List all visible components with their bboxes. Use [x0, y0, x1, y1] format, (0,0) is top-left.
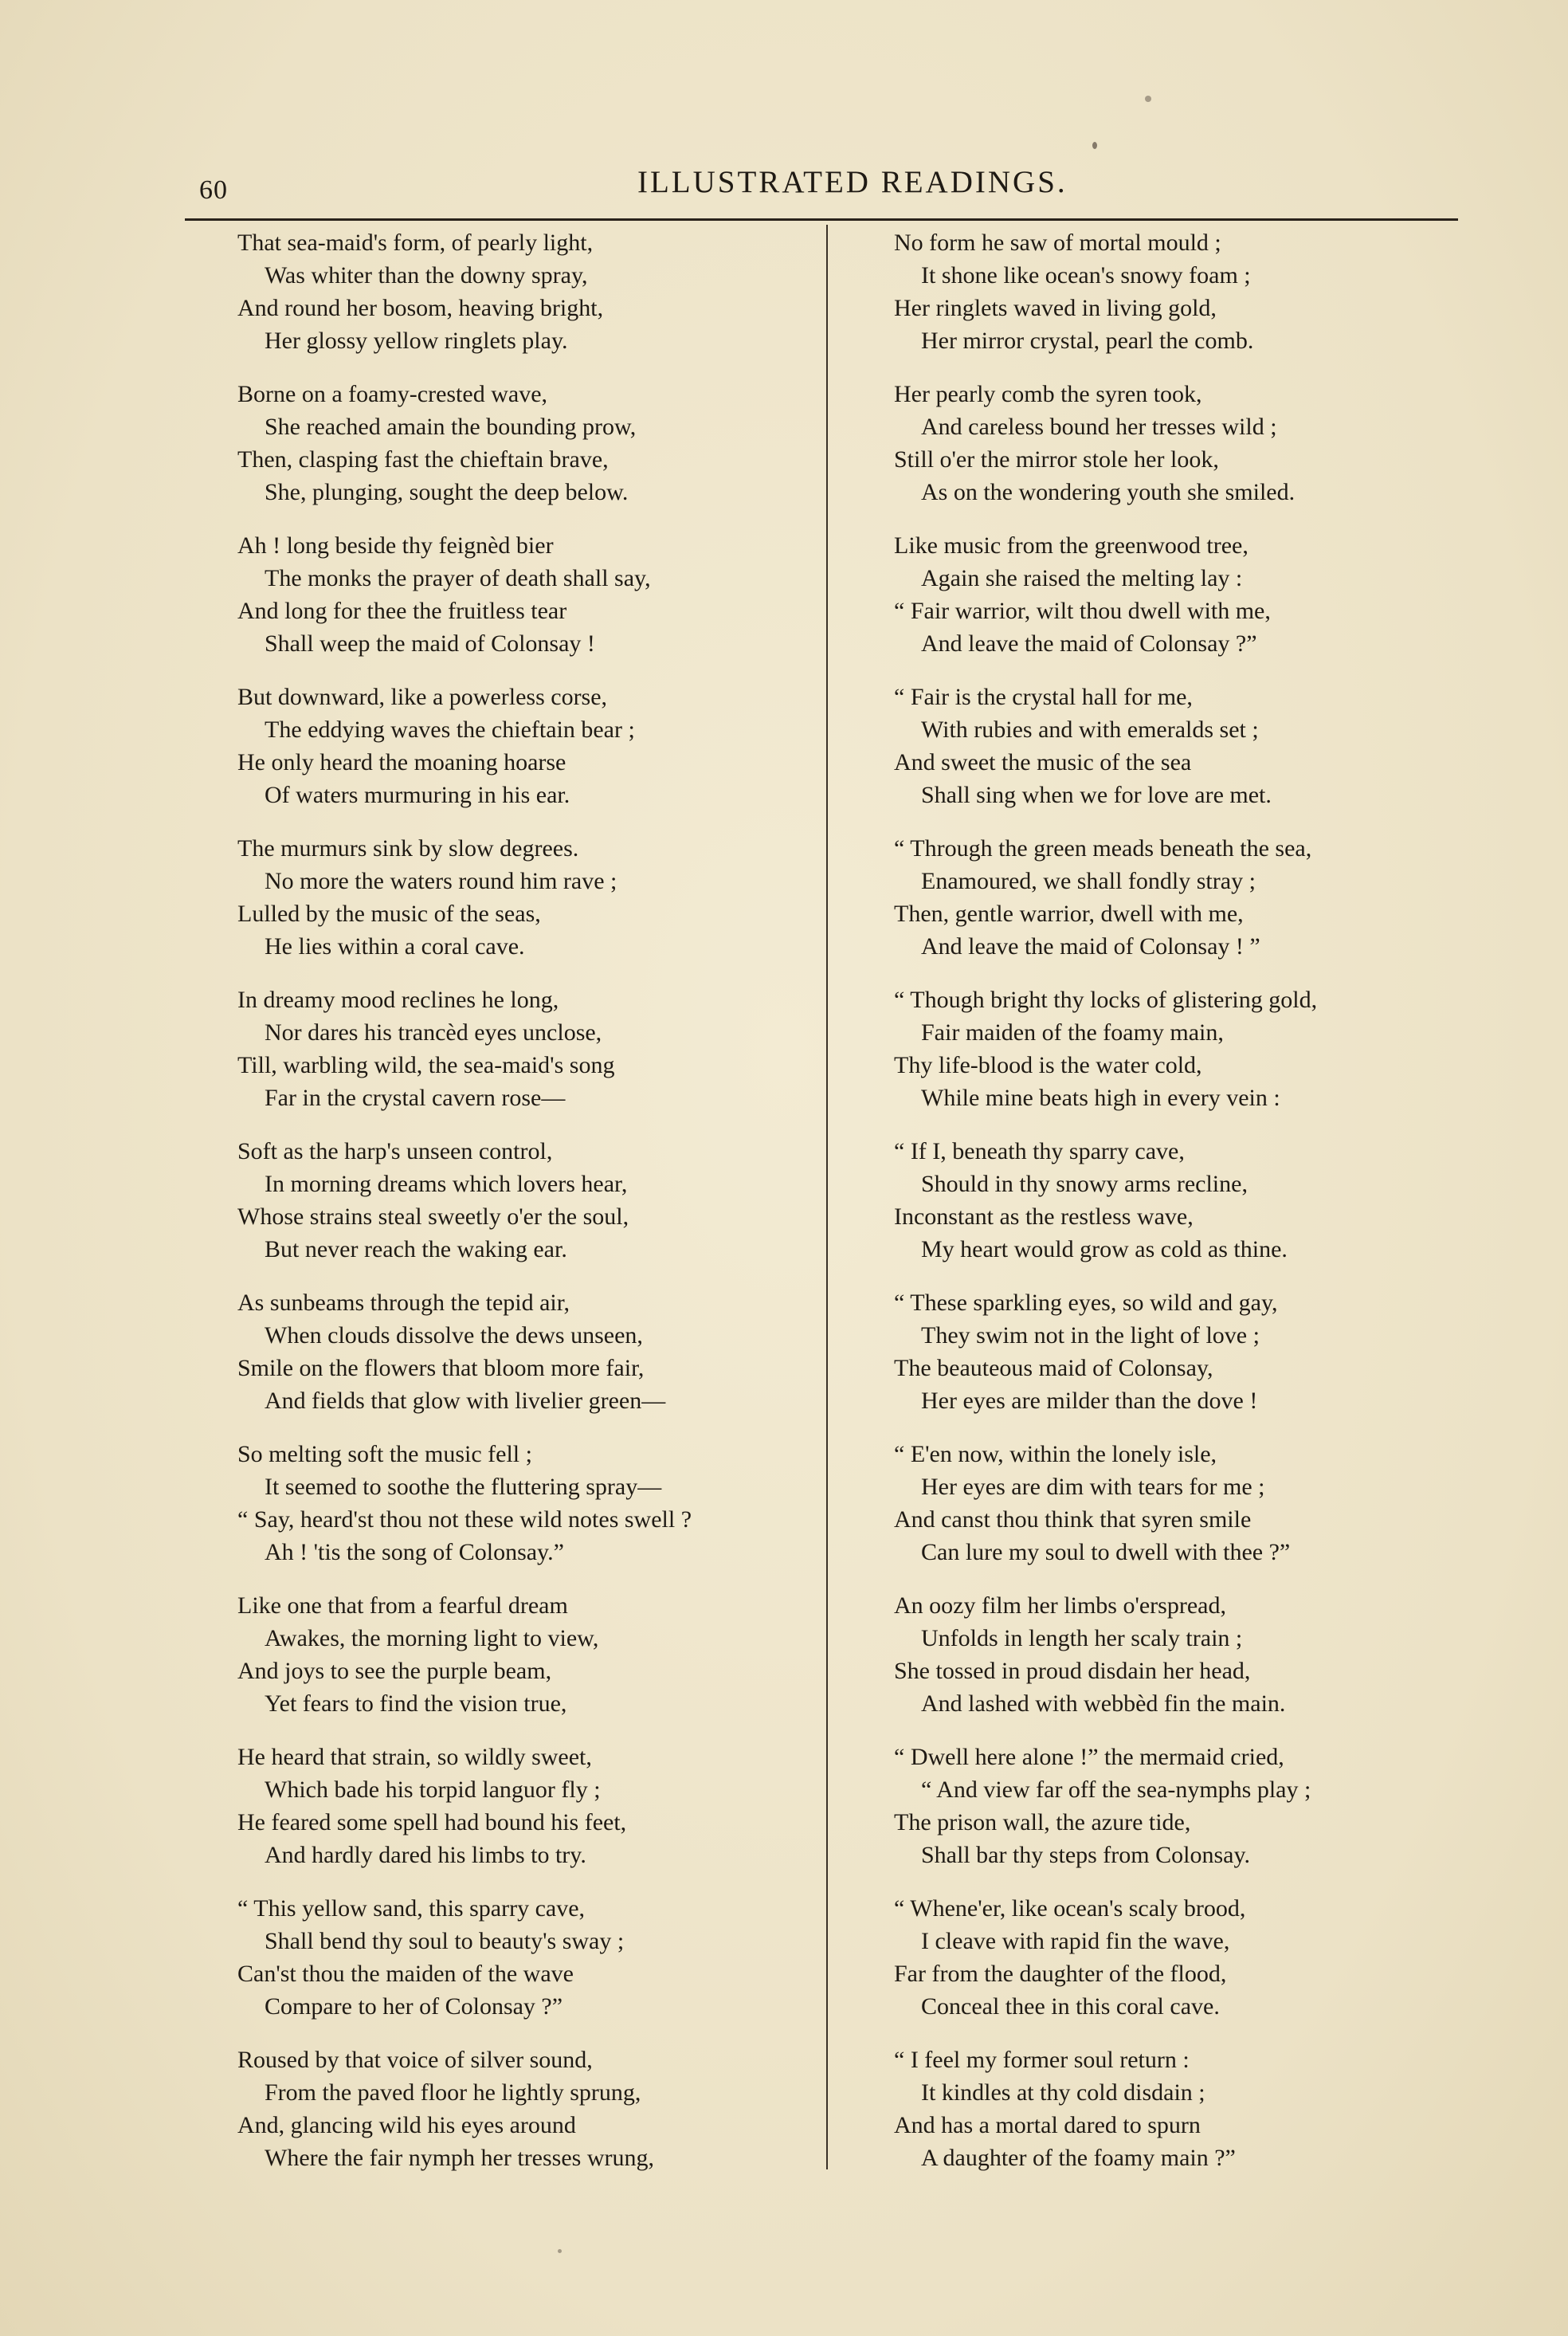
verse-line: And round her bosom, heaving bright, [237, 295, 604, 321]
stanza [894, 1135, 1515, 1266]
verse-line: The eddying waves the chieftain bear ; [265, 717, 635, 743]
verse-line: They swim not in the light of love ; [921, 1322, 1260, 1349]
verse-line: Where the fair nymph her tresses wrung, [265, 2145, 654, 2171]
verse-line: And careless bound her tresses wild ; [921, 414, 1277, 440]
stanza [894, 681, 1515, 811]
verse-line: Smile on the flowers that bloom more fair, [237, 1355, 645, 1381]
ink-speck [558, 2249, 562, 2253]
stanza [237, 1741, 859, 1871]
verse-line: And leave the maid of Colonsay ?” [921, 630, 1257, 657]
stanza [237, 832, 859, 963]
stanza [237, 983, 859, 1114]
page-header [199, 164, 1458, 212]
verse-line: And long for thee the fruitless tear [237, 598, 567, 624]
verse-line: Which bade his torpid languor fly ; [265, 1777, 601, 1803]
verse-line: Compare to her of Colonsay ?” [265, 1993, 563, 2020]
verse-line: Ah ! 'tis the song of Colonsay.” [265, 1539, 564, 1565]
stanza [894, 2044, 1515, 2174]
verse-line: He only heard the moaning hoarse [237, 749, 566, 775]
verse-line: As on the wondering youth she smiled. [921, 479, 1296, 505]
header-rule [185, 218, 1458, 221]
verse-line: Awakes, the morning light to view, [265, 1625, 599, 1651]
verse-line: It shone like ocean's snowy foam ; [921, 262, 1251, 289]
verse-line: “ These sparkling eyes, so wild and gay, [894, 1290, 1278, 1316]
verse-line: But never reach the waking ear. [265, 1236, 567, 1262]
verse-line: It seemed to soothe the fluttering spray— [265, 1474, 662, 1500]
verse-line: Can'st thou the maiden of the wave [237, 1961, 574, 1987]
verse-line: Like one that from a fearful dream [237, 1592, 568, 1619]
verse-line: That sea-maid's form, of pearly light, [237, 230, 594, 256]
verse-line: Can lure my soul to dwell with thee ?” [921, 1539, 1291, 1565]
stanza [237, 2044, 859, 2174]
stanza [237, 1892, 859, 2023]
verse-line: “ Though bright thy locks of glistering gold, [894, 987, 1318, 1013]
verse-line: Ah ! long beside thy feignèd bier [237, 532, 554, 559]
verse-line: “ I feel my former soul return : [894, 2047, 1190, 2073]
verse-line: And hardly dared his limbs to try. [265, 1842, 586, 1868]
verse-line: Then, clasping fast the chieftain brave, [237, 446, 609, 473]
verse-line: Far in the crystal cavern rose— [265, 1085, 566, 1111]
verse-line: He heard that strain, so wildly sweet, [237, 1744, 592, 1770]
verse-line: “ If I, beneath thy sparry cave, [894, 1138, 1185, 1164]
right-column [894, 226, 1515, 2195]
verse-line: The prison wall, the azure tide, [894, 1809, 1191, 1835]
verse-line: “ Through the green meads beneath the sea, [894, 835, 1312, 862]
ink-speck [1145, 96, 1151, 102]
stanza [894, 1892, 1515, 2023]
verse-line: “ Fair warrior, wilt thou dwell with me, [894, 598, 1271, 624]
page-number: 60 [199, 175, 228, 205]
stanza [894, 1589, 1515, 1720]
verse-line: “ Dwell here alone !” the mermaid cried, [894, 1744, 1284, 1770]
verse-line: No form he saw of mortal mould ; [894, 230, 1221, 256]
verse-line: Shall sing when we for love are met. [921, 782, 1272, 808]
ink-speck [1092, 142, 1097, 149]
stanza [237, 1135, 859, 1266]
verse-line: While mine beats high in every vein : [921, 1085, 1280, 1111]
verse-line: And, glancing wild his eyes around [237, 2112, 576, 2138]
stanza [894, 1438, 1515, 1568]
verse-line: Conceal thee in this coral cave. [921, 1993, 1220, 2020]
verse-line: Whose strains steal sweetly o'er the soul, [237, 1203, 629, 1230]
verse-line: “ And view far off the sea-nymphs play ; [921, 1777, 1311, 1803]
verse-line: Lulled by the music of the seas, [237, 901, 541, 927]
verse-line: Soft as the harp's unseen control, [237, 1138, 553, 1164]
verse-line: So melting soft the music fell ; [237, 1441, 532, 1467]
verse-line: “ Say, heard'st thou not these wild notes swell ? [237, 1506, 692, 1533]
verse-line: Shall weep the maid of Colonsay ! [265, 630, 595, 657]
stanza [894, 529, 1515, 660]
verse-line: Should in thy snowy arms recline, [921, 1171, 1248, 1197]
verse-line: And lashed with webbèd fin the main. [921, 1690, 1286, 1717]
verse-line: With rubies and with emeralds set ; [921, 717, 1259, 743]
verse-line: Thy life-blood is the water cold, [894, 1052, 1202, 1078]
verse-line: He lies within a coral cave. [265, 933, 525, 960]
verse-line: Fair maiden of the foamy main, [921, 1019, 1224, 1046]
verse-line: The monks the prayer of death shall say, [265, 565, 651, 591]
verse-line: Shall bar thy steps from Colonsay. [921, 1842, 1251, 1868]
stanza [894, 1286, 1515, 1417]
verse-line: And canst thou think that syren smile [894, 1506, 1252, 1533]
verse-line: Roused by that voice of silver sound, [237, 2047, 593, 2073]
verse-line: No more the waters round him rave ; [265, 868, 617, 894]
stanza [894, 378, 1515, 508]
verse-line: And fields that glow with livelier green— [265, 1388, 666, 1414]
stanza [237, 529, 859, 660]
verse-line: And joys to see the purple beam, [237, 1658, 552, 1684]
verse-line: Yet fears to find the vision true, [265, 1690, 567, 1717]
verse-line: From the paved floor he lightly sprung, [265, 2079, 641, 2106]
verse-line: Shall bend thy soul to beauty's sway ; [265, 1928, 625, 1954]
verse-line: My heart would grow as cold as thine. [921, 1236, 1288, 1262]
verse-line: “ This yellow sand, this sparry cave, [237, 1895, 586, 1922]
verse-line: “ Fair is the crystal hall for me, [894, 684, 1193, 710]
verse-line: The murmurs sink by slow degrees. [237, 835, 579, 862]
verse-line: Far from the daughter of the flood, [894, 1961, 1227, 1987]
verse-line: Of waters murmuring in his ear. [265, 782, 570, 808]
verse-line: When clouds dissolve the dews unseen, [265, 1322, 643, 1349]
stanza [237, 226, 859, 357]
verse-line: She reached amain the bounding prow, [265, 414, 637, 440]
verse-line: And leave the maid of Colonsay ! ” [921, 933, 1260, 960]
verse-line: An oozy film her limbs o'erspread, [894, 1592, 1226, 1619]
verse-line: Then, gentle warrior, dwell with me, [894, 901, 1244, 927]
verse-line: He feared some spell had bound his feet, [237, 1809, 627, 1835]
stanza [237, 378, 859, 508]
verse-line: Enamoured, we shall fondly stray ; [921, 868, 1256, 894]
verse-line: Her eyes are dim with tears for me ; [921, 1474, 1265, 1500]
verse-line: And sweet the music of the sea [894, 749, 1192, 775]
verse-line: Borne on a foamy-crested wave, [237, 381, 548, 407]
stanza [894, 1741, 1515, 1871]
verse-line: She, plunging, sought the deep below. [265, 479, 629, 505]
verse-line: Like music from the greenwood tree, [894, 532, 1249, 559]
running-title: ILLUSTRATED READINGS. [637, 165, 1068, 199]
verse-line: As sunbeams through the tepid air, [237, 1290, 570, 1316]
stanza [894, 983, 1515, 1114]
verse-line: Again she raised the melting lay : [921, 565, 1243, 591]
verse-line: She tossed in proud disdain her head, [894, 1658, 1251, 1684]
verse-line: In morning dreams which lovers hear, [265, 1171, 628, 1197]
verse-line: Nor dares his trancèd eyes unclose, [265, 1019, 602, 1046]
left-column [237, 226, 859, 2195]
verse-line: Her mirror crystal, pearl the comb. [921, 328, 1254, 354]
verse-line: I cleave with rapid fin the wave, [921, 1928, 1230, 1954]
verse-line: Her pearly comb the syren took, [894, 381, 1202, 407]
verse-line: “ E'en now, within the lonely isle, [894, 1441, 1217, 1467]
stanza [237, 1589, 859, 1720]
verse-line: But downward, like a powerless corse, [237, 684, 608, 710]
verse-line: “ Whene'er, like ocean's scaly brood, [894, 1895, 1246, 1922]
verse-line: And has a mortal dared to spurn [894, 2112, 1201, 2138]
verse-line: Her eyes are milder than the dove ! [921, 1388, 1258, 1414]
verse-line: Inconstant as the restless wave, [894, 1203, 1194, 1230]
verse-line: Her glossy yellow ringlets play. [265, 328, 568, 354]
verse-line: It kindles at thy cold disdain ; [921, 2079, 1205, 2106]
verse-line: A daughter of the foamy main ?” [921, 2145, 1236, 2171]
stanza [237, 1286, 859, 1417]
stanza [237, 1438, 859, 1568]
verse-line: Unfolds in length her scaly train ; [921, 1625, 1243, 1651]
verse-line: Her ringlets waved in living gold, [894, 295, 1217, 321]
verse-line: Was whiter than the downy spray, [265, 262, 588, 289]
verse-line: In dreamy mood reclines he long, [237, 987, 559, 1013]
stanza [237, 681, 859, 811]
verse-line: Still o'er the mirror stole her look, [894, 446, 1219, 473]
stanza [894, 226, 1515, 357]
stanza [894, 832, 1515, 963]
verse-line: The beauteous maid of Colonsay, [894, 1355, 1213, 1381]
verse-line: Till, warbling wild, the sea-maid's song [237, 1052, 615, 1078]
